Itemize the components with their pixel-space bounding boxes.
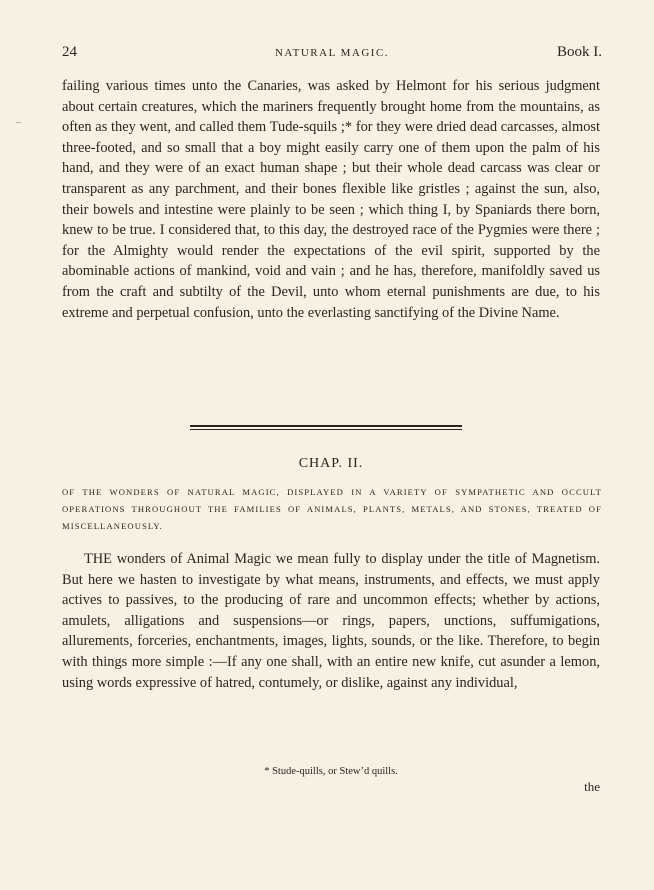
book-label: Book I. <box>557 44 602 60</box>
footnote: * Stude-quills, or Stew’d quills. <box>264 766 398 777</box>
catchword: the <box>584 779 600 794</box>
chapter-paragraph-text: THE wonders of Animal Magic we mean fully to display under the title of Magnetism. But here we hasten to investigate by what means, instruments, and effects, we must apply actives to passives, to the producing of rare and uncommon effects; whether by actions, amulets, alligations and suspensions—or rings, papers, unctions, suffumigations, allurements, forceries, enchantments, images, lights, sounds, or the like. Therefore, to begin with things more simple :—If any one shall, with an entire new knife, cut asunder a lemon, using words expressive of hatred, contumely, or dislike, against any individual, <box>62 551 600 691</box>
opening-paragraph <box>62 76 600 323</box>
chapter-paragraph <box>62 549 600 693</box>
margin-mark: – <box>16 117 21 128</box>
running-title: NATURAL MAGIC. <box>274 47 390 59</box>
chapter-heading: CHAP. II. <box>298 456 364 471</box>
chapter-subtitle <box>62 484 602 535</box>
body-text: failing various times unto the Canaries, was asked by Helmont for his serious judgment about certain creatures, which the mariners frequently brought home from the mountains, as often as they went, and called them Tude-squils ;* for they were dried dead carcasses, almost three-footed, and so small that a boy might easily carry one of them upon the palm of his hand, and they were of an exact human shape ; but their whole dead carcass was clear or transparent as any parchment, and their bones flexible like gristles ; against the sun, also, their bowels and intestine were plainly to be seen ; which thing I, by Spaniards there born, knew to be true. I considered that, to this day, the destroyed race of the Pygmies were there ; for the Almighty would render the expectations of the evil spirit, supported by the abominable actions of mankind, void and vain ; and he has, therefore, manifoldly saved us from the craft and subtilty of the Devil, unto whom eternal punishments are due, to his extreme and perpetual confusion, unto the everlasting sanctifying of the Divine Name. <box>62 78 600 321</box>
section-rule-thin <box>190 429 462 430</box>
section-rule-thick <box>190 425 462 427</box>
chapter-subtitle-text: OF THE WONDERS OF NATURAL MAGIC, DISPLAYED IN A VARIETY OF SYMPATHETIC AND OCCULT OPERATIONS THROUGHOUT THE FAMILIES OF ANIMALS, PLANTS, METALS, AND STONES, TREATED OF MISCELLANEOUSLY. <box>62 487 602 531</box>
page-header <box>62 44 602 64</box>
page-number: 24 <box>62 44 77 60</box>
